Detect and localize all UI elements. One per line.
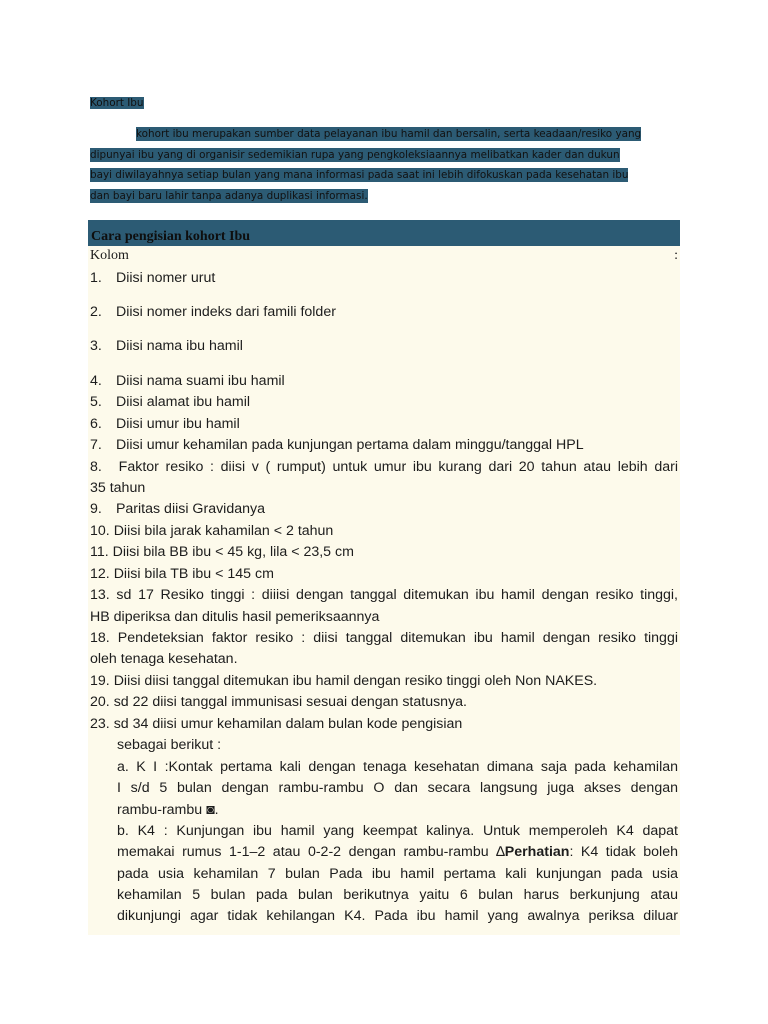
sub-item-a-continuation: I s/d 5 bulan dengan rambu-rambu O dan secara langsung juga akses dengan bbox=[117, 780, 678, 796]
document-title-block bbox=[90, 95, 144, 110]
list-item: 6. Diisi umur ibu hamil bbox=[90, 416, 240, 432]
perhatian-label: Perhatian bbox=[504, 844, 570, 860]
list-item-continuation: oleh tenaga kesehatan. bbox=[90, 651, 238, 667]
list-item-continuation: HB diperiksa dan ditulis hasil pemeriksaannya bbox=[90, 609, 380, 625]
sub-item-b-continuation: memakai rumus 1-1–2 atau 0-2-2 dengan rambu-rambu ∆Perhatian: K4 tidak boleh bbox=[117, 844, 678, 860]
list-item: 11. Diisi bila BB ibu < 45 kg, lila < 23,5 cm bbox=[90, 544, 354, 560]
list-item: 12. Diisi bila TB ibu < 145 cm bbox=[90, 566, 274, 582]
intro-paragraph bbox=[90, 124, 680, 206]
intro-line: dan bayi baru lahir tanpa adanya duplikasi informasi. bbox=[90, 189, 368, 202]
sub-item-a: a. K I :Kontak pertama kali dengan tenaga kesehatan dimana saja pada kehamilan bbox=[117, 759, 678, 775]
sub-item-a-continuation: rambu-rambu ◙. bbox=[117, 802, 219, 818]
list-item: 20. sd 22 diisi tanggal immunisasi sesuai dengan statusnya. bbox=[90, 694, 468, 710]
list-item: 8. Faktor resiko : diisi v ( rumput) untuk umur ibu kurang dari 20 tahun atau lebih dari bbox=[90, 459, 678, 475]
kolom-colon: : bbox=[674, 248, 678, 263]
list-item: 3. Diisi nama ibu hamil bbox=[90, 338, 243, 354]
intro-line: dipunyai ibu yang di organisir sedemikian rupa yang pengkoleksiaannya melibatkan kader dan dukun bbox=[90, 148, 620, 161]
list-item-continuation: 35 tahun bbox=[90, 480, 146, 496]
sub-item-b: b. K4 : Kunjungan ibu hamil yang keempat kalinya. Untuk memperoleh K4 dapat bbox=[117, 823, 678, 839]
document-title: Kohort Ibu bbox=[90, 97, 144, 109]
list-item: 7. Diisi umur kehamilan pada kunjungan pertama dalam minggu/tanggal HPL bbox=[90, 437, 584, 453]
list-item: 18. Pendeteksian faktor resiko : diisi tanggal ditemukan ibu hamil dengan resiko tinggi bbox=[90, 630, 678, 646]
list-item: 23. sd 34 diisi umur kehamilan dalam bulan kode pengisian bbox=[90, 716, 463, 732]
list-item: 13. sd 17 Resiko tinggi : diiisi dengan tanggal ditemukan ibu hamil dengan resiko tinggi, bbox=[90, 587, 678, 603]
sub-item-b-continuation: dikunjungi agar tidak kehilangan K4. Pada ibu hamil yang awalnya periksa diluar bbox=[117, 908, 678, 924]
list-item: 19. Diisi diisi tanggal ditemukan ibu hamil dengan resiko tinggi oleh Non NAKES. bbox=[90, 673, 598, 689]
kolom-row bbox=[88, 246, 680, 266]
sub-item-b-continuation: pada usia kehamilan 7 bulan Pada ibu hamil pertama kali kunjungan pada usia bbox=[117, 866, 678, 882]
sub-item-b-continuation: kehamilan 5 bulan pada bulan berikutnya yaitu 6 bulan harus berkunjung atau bbox=[117, 887, 678, 903]
intro-line: kohort ibu merupakan sumber data pelayanan ibu hamil dan bersalin, serta keadaan/resiko yang bbox=[136, 128, 642, 140]
section-heading: Cara pengisian kohort Ibu bbox=[88, 220, 680, 246]
list-item: 10. Diisi bila jarak kahamilan < 2 tahun bbox=[90, 523, 334, 539]
list-item: 4. Diisi nama suami ibu hamil bbox=[90, 373, 285, 389]
list-item: 9. Paritas diisi Gravidanya bbox=[90, 501, 265, 517]
intro-line: bayi diwilayahnya setiap bulan yang mana informasi pada saat ini lebih difokuskan pada kesehatan ibu bbox=[90, 169, 629, 181]
list-item: 5. Diisi alamat ibu hamil bbox=[90, 394, 250, 410]
list-item: 2. Diisi nomer indeks dari famili folder bbox=[90, 304, 336, 320]
kolom-label: Kolom bbox=[90, 248, 129, 263]
sub-intro: sebagai berikut : bbox=[117, 737, 222, 753]
list-item: 1. Diisi nomer urut bbox=[90, 270, 216, 286]
